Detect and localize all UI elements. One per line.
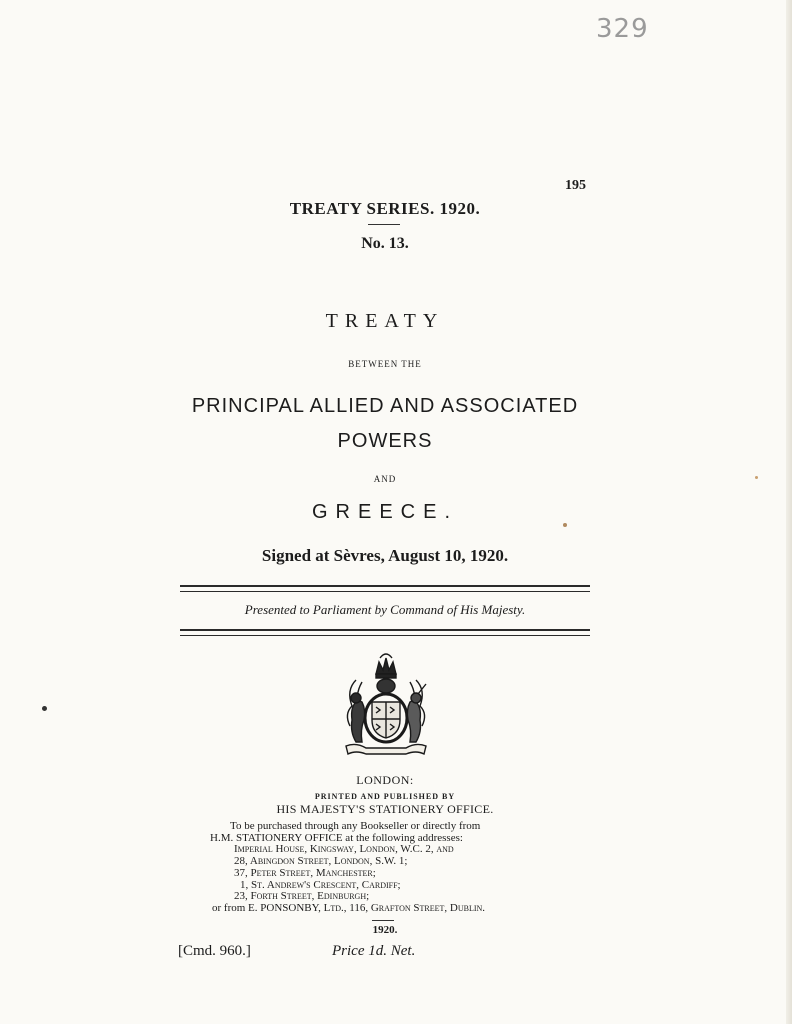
page-number: 195: [565, 178, 586, 193]
address-3: 37, Peter Street, Manchester;: [234, 866, 376, 879]
between-label: BETWEEN THE: [348, 359, 422, 369]
purchase-line-1: To be purchased through any Bookseller or directly from: [230, 820, 481, 832]
paper-speck: [42, 706, 47, 711]
imprint-city: LONDON:: [356, 773, 414, 787]
party-one-line1: PRINCIPAL ALLIED AND ASSOCIATED: [191, 395, 579, 417]
command-number: [Cmd. 960.]: [178, 943, 251, 959]
paper-speck: [755, 476, 758, 479]
party-one-line2: POWERS: [337, 430, 433, 452]
imprint-printed-by: PRINTED AND PUBLISHED BY: [314, 792, 456, 801]
paper-speck: [563, 523, 567, 527]
treaty-number: No. 13.: [361, 235, 409, 252]
address-5: 23, Forth Street, Edinburgh;: [234, 890, 370, 903]
imprint-year: 1920.: [372, 924, 398, 936]
party-two: GREECE.: [311, 501, 459, 523]
purchase-line-2: H.M. STATIONERY OFFICE at the following addresses:: [210, 831, 463, 844]
price-line: Price 1d. Net.: [332, 943, 416, 959]
title-divider: [368, 224, 400, 225]
address-4: 1, St. Andrew's Crescent, Cardiff;: [240, 878, 401, 891]
address-1: Imperial House, Kingsway, London, W.C. 2, and: [234, 843, 454, 856]
rule-bottom: [180, 629, 590, 636]
year-divider: [372, 920, 394, 921]
signed-line: Signed at Sèvres, August 10, 1920.: [261, 546, 509, 565]
and-label: AND: [373, 474, 397, 484]
address-2: 28, Abingdon Street, London, S.W. 1;: [234, 855, 408, 868]
rule-top: [180, 585, 590, 592]
royal-coat-of-arms-icon: [336, 650, 436, 758]
address-block: [210, 821, 570, 915]
document-type: TREATY: [325, 310, 445, 332]
address-6: [210, 903, 570, 915]
imprint-publisher: HIS MAJESTY'S STATIONERY OFFICE.: [276, 802, 494, 816]
address-6-rest: Ltd., 116, Grafton Street, Dublin.: [323, 901, 486, 914]
address-6-prefix: or from E. PONSONBY,: [212, 901, 324, 914]
presented-line: Presented to Parliament by Command of His Majesty.: [244, 602, 526, 617]
page-edge: [786, 0, 792, 1024]
series-title: TREATY SERIES. 1920.: [289, 199, 481, 218]
archive-number: 329: [596, 14, 649, 44]
